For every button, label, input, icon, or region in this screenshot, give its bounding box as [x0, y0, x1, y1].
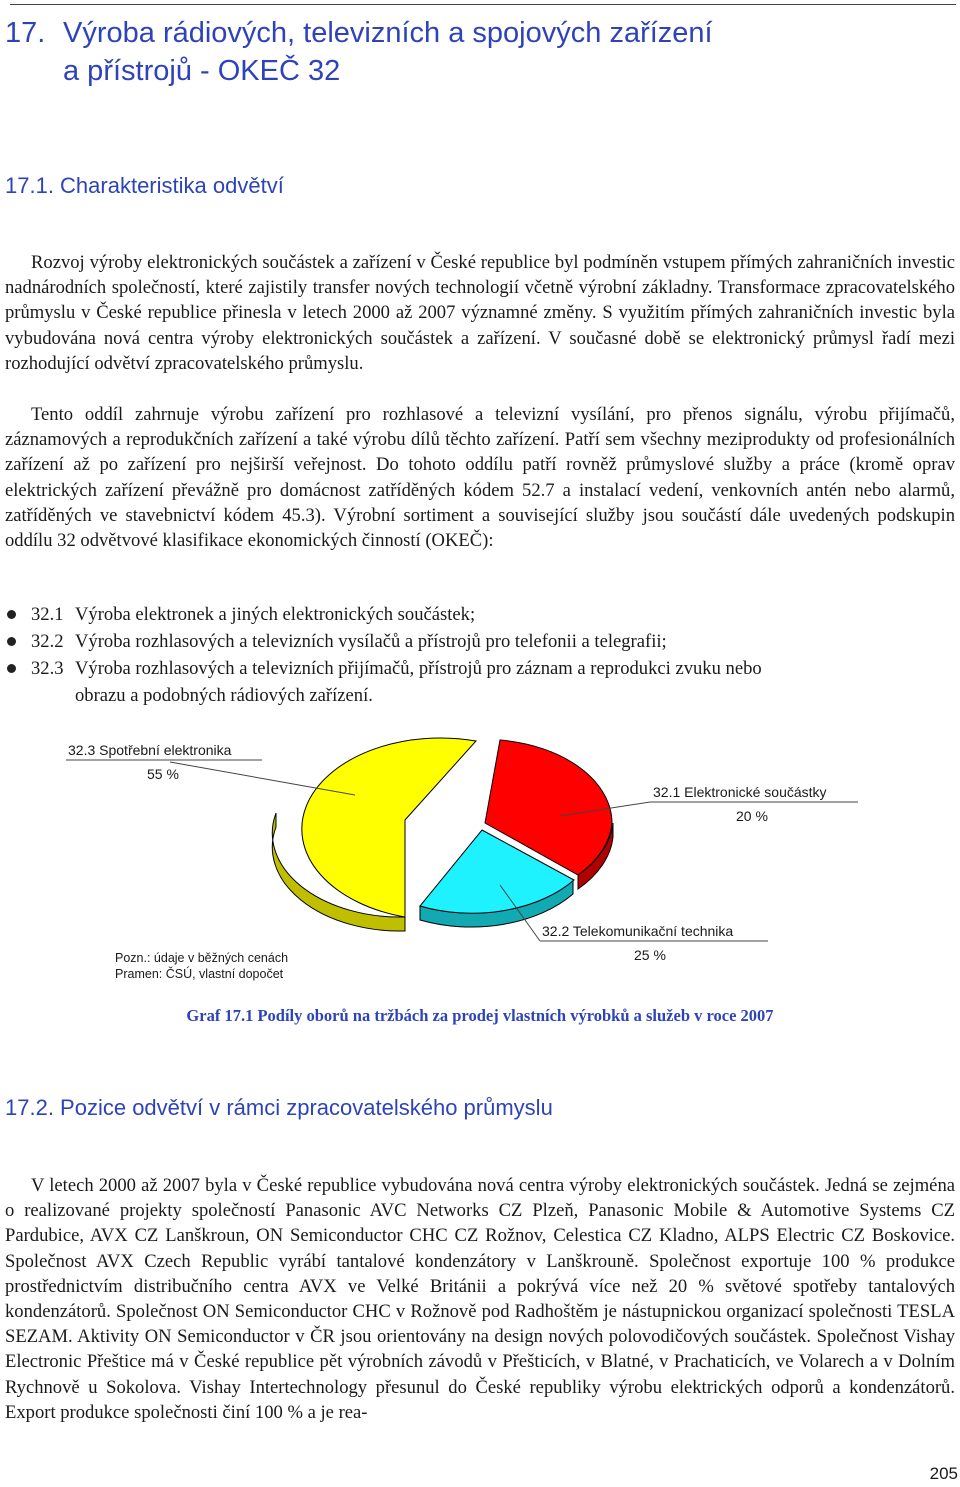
page-number: 205: [929, 1464, 958, 1483]
list-item: 32.2 Výroba rozhlasových a televizních vysílačů a přístrojů pro telefonii a telegrafii;: [5, 628, 955, 655]
chapter-title-line1: Výroba rádiových, televizních a spojových zařízení: [63, 17, 713, 49]
section1-paragraph-2: Tento oddíl zahrnuje výrobu zařízení pro rozhlasové a televizní vysílání, pro přenos signálu, výrobu přijímačů, záznamových a reprodukčních zařízení a také výrobu dílů těchto zařízení. Patří sem všechny meziprodukty od profesionálních zařízení až po zařízení pro nejširší veřejnost. Do tohoto oddílu patří rovněž průmyslové služby a práce (kromě oprav elektrických zařízení převážně pro domácnost zatříděných kódem 52.7 a instalací vedení, venkovních antén nebo alarmů, zatříděných ve stavebnictví kódem 45.3). Výrobní sortiment a související služby jsou součástí dále uvedených podskupin oddílu 32 odvětvové klasifikace ekonomických činností (OKEČ):: [5, 404, 955, 552]
bullet-icon: [7, 664, 16, 673]
section2-paragraph-1: V letech 2000 až 2007 byla v České republice vybudována nová centra výroby elektronických součástek. Jedná se zejména o realizované projekty společností Panasonic AVC Networks CZ Plzeň, Panasonic Mobile & Automotive Systems CZ Pardubice, AVX CZ Lanškroun, ON Semiconductor CHC CZ Rožnov, Celestica CZ Kladno, ALPS Electric CZ Boskovice. Společnost AVX Czech Republic vyrábí tantalové kondenzátory v Lanškrouně. Společnost exportuje 100 % produkce prostřednictvím distribučního centra AVX ve Velké Británii a pokrývá více než 20 % světové spotřeby tantalových kondenzátorů. Společnost ON Semiconductor CHC v Rožnově pod Radhoštěm je nástupnickou organizací společnosti TESLA SEZAM. Aktivity ON Semiconductor v ČR jsou orientovány na design nových polovodičových součástek. Společnost Vishay Electronic Přeštice má v České republice pět výrobních závodů v Přešticích, v Blatné, v Prachaticích, ve Volarech a v Dolním Rychnově u Sokolova. Vishay Intertechnology přesunul do České republiky výrobu elektrických odporů a kondenzátorů. Export produkce společnosti činí 100 % a je rea-: [5, 1175, 955, 1423]
list-item: 32.3 Výroba rozhlasových a televizních přijímačů, přístrojů pro záznam a reprodukci zvuku nebo obrazu a podobných rádiových zařízení.: [5, 655, 955, 709]
chart-source-line: Pramen: ČSÚ, vlastní dopočet: [115, 967, 284, 981]
slice-value-32-2: 25 %: [634, 947, 666, 963]
slice-label-32-1: 32.1 Elektronické součástky: [653, 784, 827, 800]
slice-label-32-2: 32.2 Telekomunikační technika: [542, 923, 734, 939]
section-heading-17-2: 17.2. Pozice odvětví v rámci zpracovatelského průmyslu: [5, 1095, 553, 1120]
chapter-number: 17.: [5, 17, 46, 49]
okec-subgroup-list: [5, 601, 955, 709]
top-rule: [10, 4, 956, 5]
list-item: 32.1 Výroba elektronek a jiných elektronických součástek;: [5, 601, 955, 628]
slice-value-32-3: 55 %: [147, 766, 179, 782]
bullet-icon: [7, 637, 16, 646]
chart-caption: Graf 17.1 Podíly oborů na tržbách za prodej vlastních výrobků a služeb v roce 2007: [186, 1006, 774, 1025]
bullet-icon: [7, 610, 16, 619]
chart-note-line1: Pozn.: údaje v běžných cenách: [115, 951, 289, 965]
section-heading-17-1: 17.1. Charakteristika odvětví: [5, 173, 284, 198]
slice-label-32-3: 32.3 Spotřební elektronika: [68, 742, 232, 758]
chapter-title-line2: a přístrojů - OKEČ 32: [63, 55, 341, 87]
section1-paragraph-1: Rozvoj výroby elektronických součástek a zařízení v České republice byl podmíněn vstupem přímých zahraničních investic nadnárodních společností, které zajistily transfer nových technologií včetně výrobní základny. Transformace zpracovatelského průmyslu v České republice přinesla v letech 2000 až 2007 významné změny. S využitím přímých zahraničních investic byla vybudována nová centra výroby elektronických součástek a zařízení. V současné době se elektronický průmysl řadí mezi rozhodující odvětví zpracovatelského průmyslu.: [5, 252, 955, 374]
slice-value-32-1: 20 %: [736, 808, 768, 824]
chart-note: [115, 950, 288, 982]
chapter-title: [5, 14, 945, 90]
